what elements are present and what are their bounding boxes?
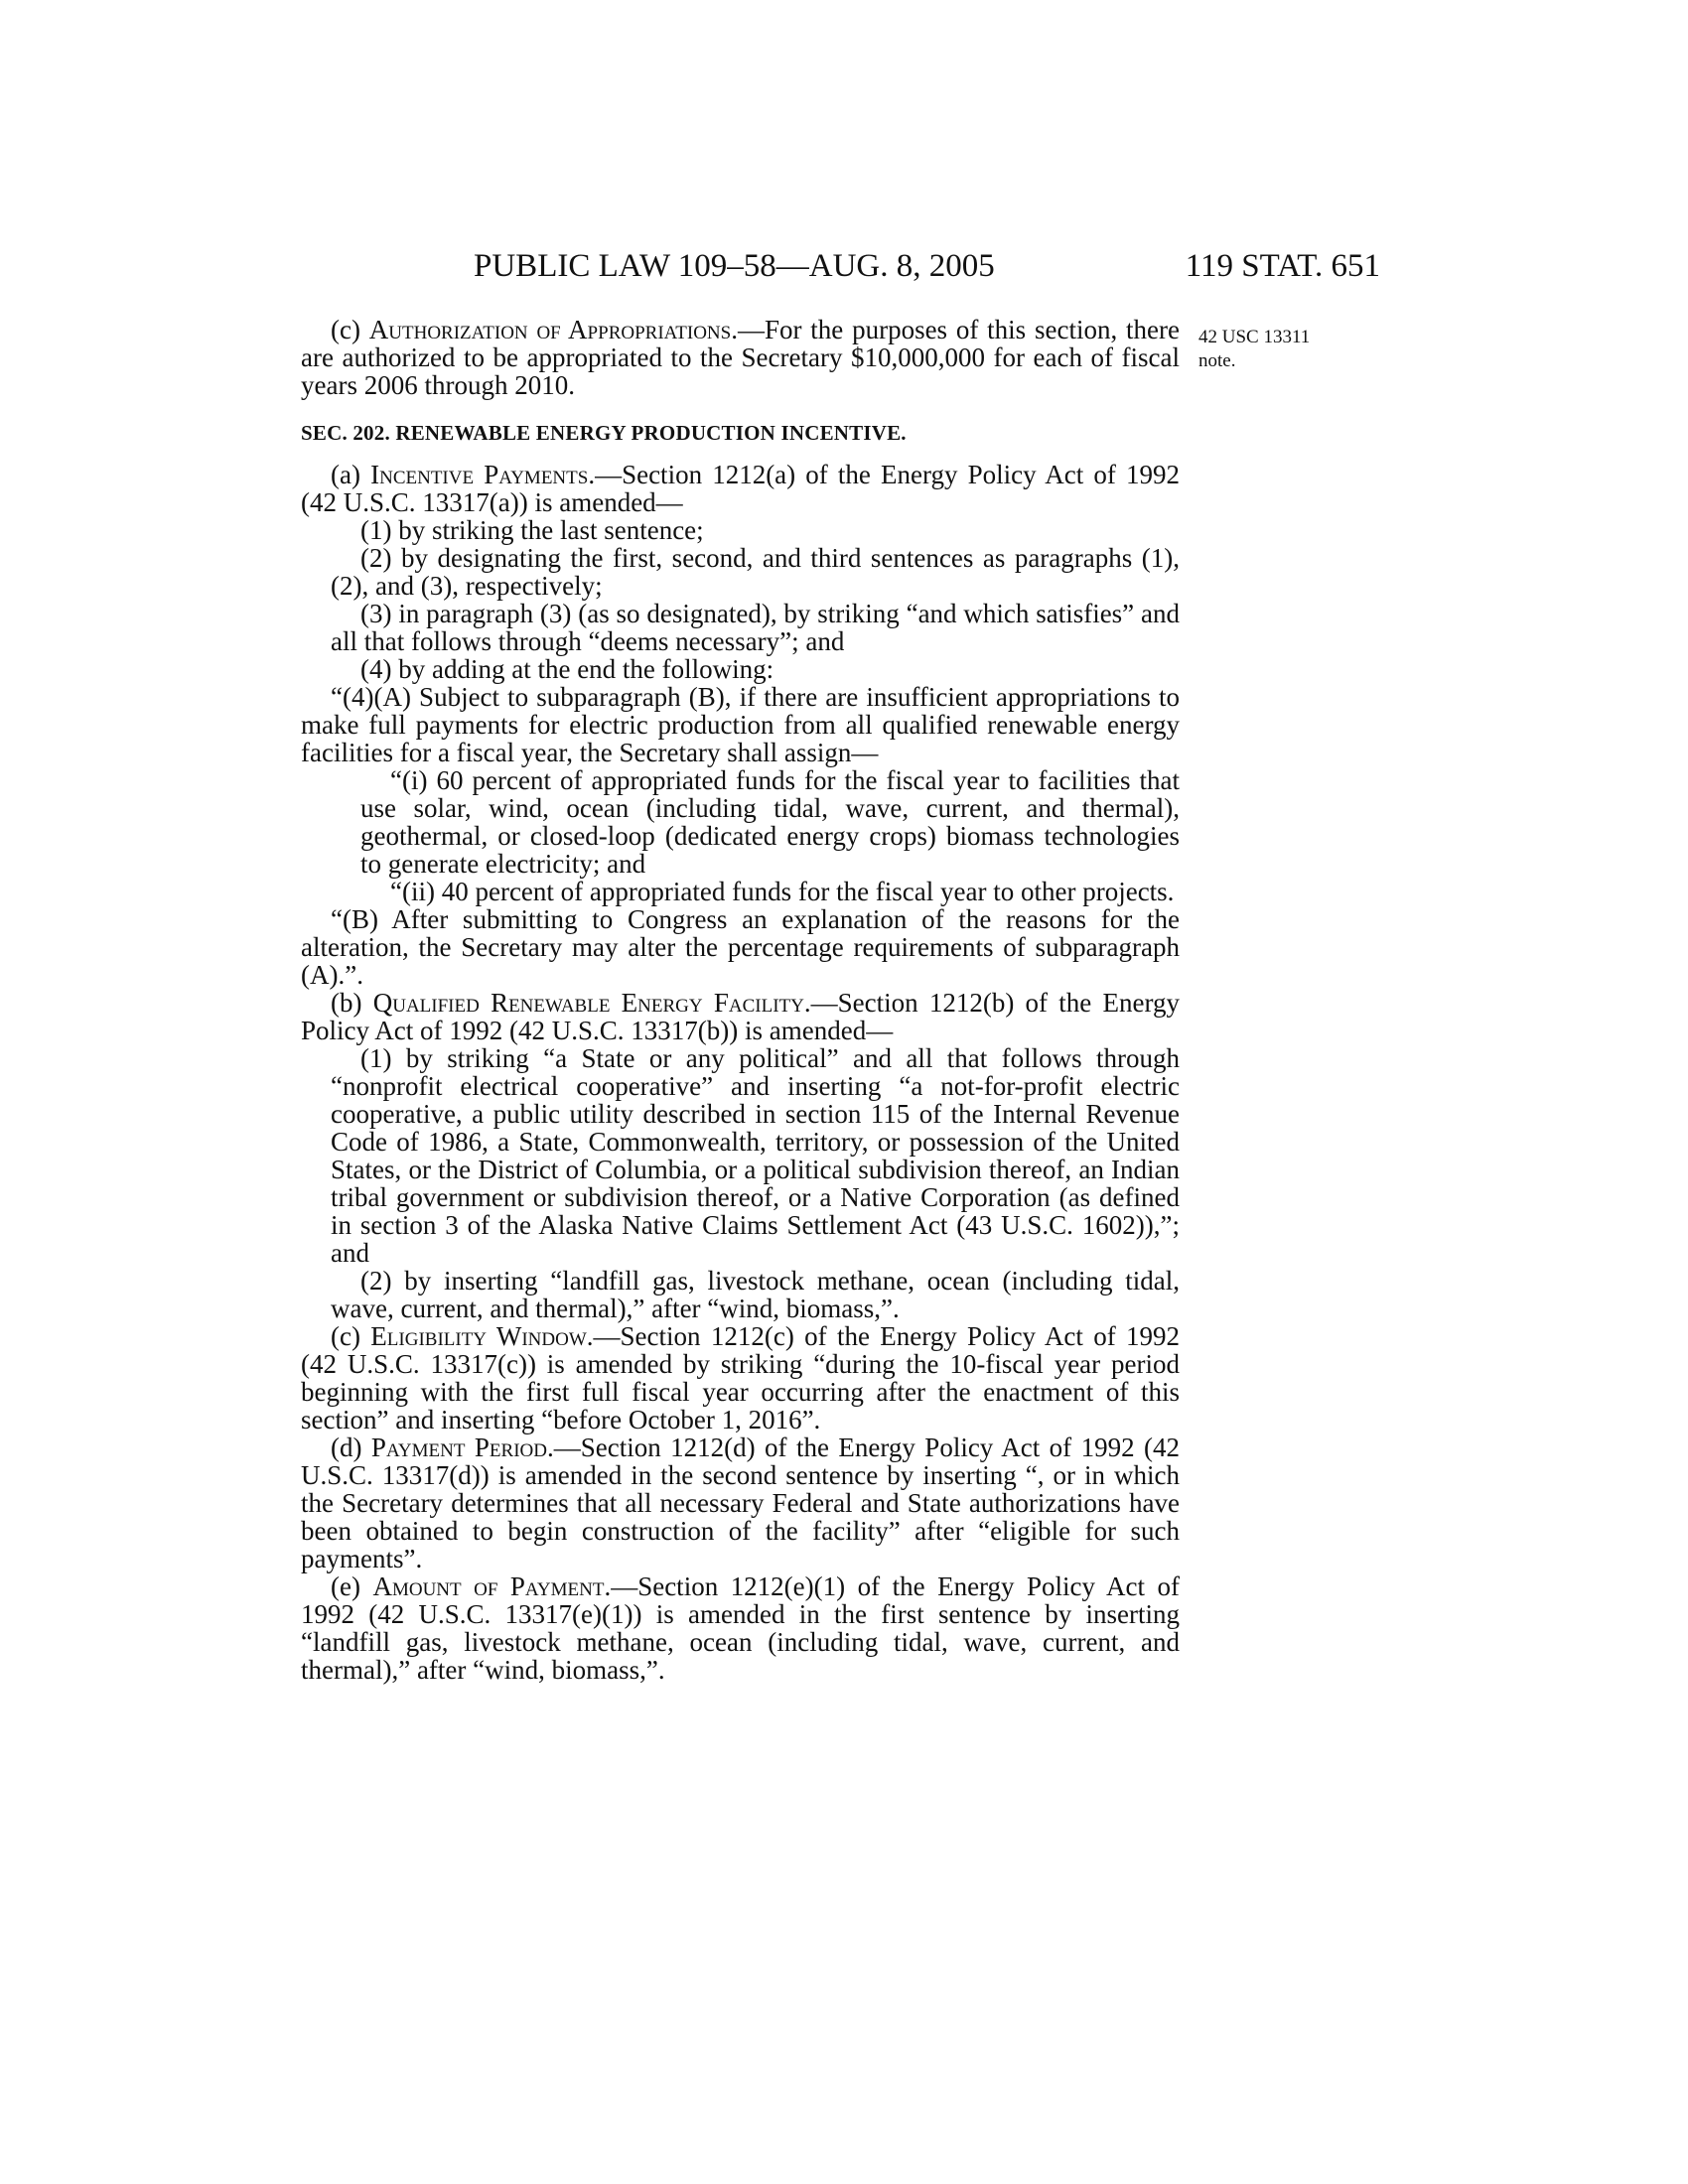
list-item: (3) in paragraph (3) (as so designated), by striking “and which satisfies” and all that follows through “deems necessary”; and [331,599,1180,656]
paragraph-prefix: (d) [331,1433,371,1462]
quoted-clause-ii: “(ii) 40 percent of appropriated funds for the fiscal year to other projects. [390,877,1175,906]
section-heading: SEC. 202. RENEWABLE ENERGY PRODUCTION INCENTIVE. [301,421,907,445]
paragraph-prefix: (e) [331,1571,373,1601]
paragraph-text: —Section 1212(e)(1) of the Energy Policy Act of 1992 (42 U.S.C. 13317(e)(1)) is amended in the first sentence by inserting “landfill gas, livestock methane, ocean (including tidal, wave, current, and thermal),” after “wind, biomass,”. [301,1571,1181,1685]
paragraph-prefix: (a) [331,460,371,489]
list-item: (1) by striking “a State or any political” and all that follows through “nonprofit electrical cooperative” and inserting “a not-for-profit electric cooperative, a public utility described in section 115 of the Internal Revenue Code of 1986, a State, Commonwealth, territory, or possession of the United States, or the District of Columbia, or a political subdivision thereof, an Indian tribal government or subdivision thereof, or a Native Corporation (as defined in section 3 of the Alaska Native Claims Settlement Act (43 U.S.C. 1602)),”; and [331,1043,1180,1268]
subsection-b [301,989,1180,1044]
paragraph-text: —Section 1212(c) of the Energy Policy Act of 1992 (42 U.S.C. 13317(c)) is amended by striking “during the 10-fiscal year period beginning with the first full fiscal year occurring after the enactment of this section” and inserting “before October 1, 2016”. [301,1321,1181,1434]
list-item: (1) by striking the last sentence; [360,515,704,545]
list-item: (2) by inserting “landfill gas, livestock methane, ocean (including tidal, wave, current, and thermal),” after “wind, biomass,”. [331,1266,1180,1323]
paragraph-heading: Qualified Renewable Energy Facility. [372,988,811,1018]
paragraph-heading: Amount of Payment. [372,1571,612,1601]
subsection-e [301,1572,1180,1684]
quoted-paragraph-b: “(B) After submitting to Congress an explanation of the reasons for the alteration, the Secretary may alter the percentage requirements of subparagraph (A).”. [301,904,1180,990]
paragraph-text: —Section 1212(a) of the Energy Policy Act of 1992 (42 U.S.C. 13317(a)) is amended— [301,460,1181,517]
margin-note-citation: 42 USC 13311 [1198,327,1311,347]
paragraph-heading: Eligibility Window. [370,1321,594,1351]
paragraph-heading: Authorization of Appropriations. [368,315,738,344]
paragraph-prefix: (c) [331,1321,371,1351]
paragraph-prefix: (c) [331,315,369,344]
authorization-paragraph [301,316,1180,399]
subsection-c [301,1322,1180,1433]
statute-page-number: 119 STAT. 651 [1185,248,1380,284]
running-head-title: PUBLIC LAW 109–58—AUG. 8, 2005 [474,248,995,284]
list-item: (4) by adding at the end the following: [360,654,774,684]
margin-note-label: note. [1198,350,1236,371]
list-item: (2) by designating the first, second, and third sentences as paragraphs (1), (2), and (3), respectively; [331,543,1180,601]
margin-note [1198,326,1310,373]
subsection-a [301,461,1180,516]
paragraph-prefix: (b) [331,988,373,1018]
quoted-paragraph-4a: “(4)(A) Subject to subparagraph (B), if there are insufficient appropriations to make full payments for electric production from all qualified renewable energy facilities for a fiscal year, the Secretary shall assign— [301,682,1180,767]
paragraph-heading: Payment Period. [370,1433,554,1462]
paragraph-text: —Section 1212(d) of the Energy Policy Act of 1992 (42 U.S.C. 13317(d)) is amended in the second sentence by inserting “, or in which the Secretary determines that all necessary Federal and State authorizations have been obtained to begin construction of the facility” after “eligible for such payments”. [301,1433,1181,1573]
subsection-d [301,1433,1180,1572]
paragraph-heading: Incentive Payments. [370,460,596,489]
paragraph-text: —Section 1212(b) of the Energy Policy Act of 1992 (42 U.S.C. 13317(b)) is amended— [301,988,1180,1045]
paragraph-text: —For the purposes of this section, there are authorized to be appropriated to the Secretary $10,000,000 for each of fiscal years 2006 through 2010. [301,315,1180,400]
document-body [301,316,1180,1684]
quoted-clause-i: “(i) 60 percent of appropriated funds for the fiscal year to facilities that use solar, wind, ocean (including tidal, wave, current, and thermal), geothermal, or closed-loop (dedicated energy crops) biomass technologies to generate electricity; and [360,765,1180,879]
